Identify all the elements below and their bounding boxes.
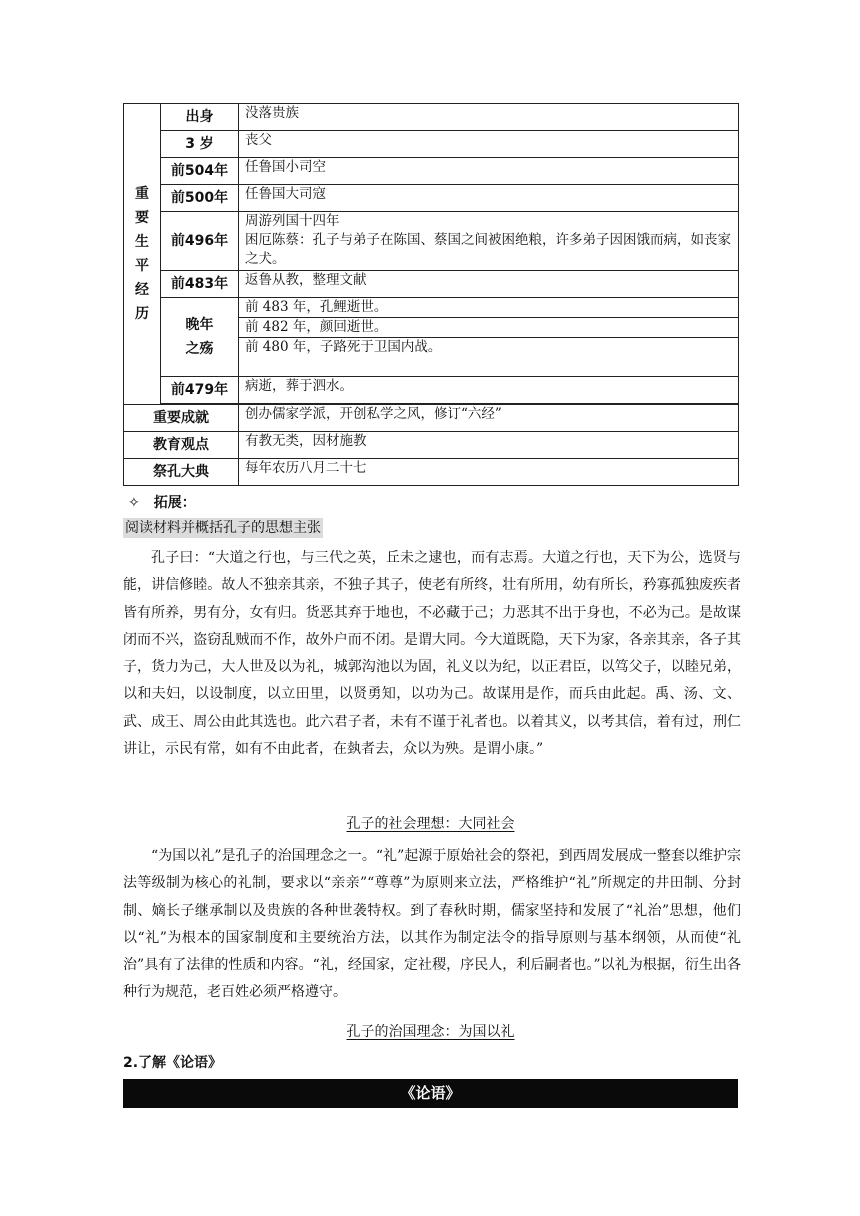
row-label: 前500年 <box>161 185 239 212</box>
summary-label: 教育观点 <box>124 432 239 459</box>
caption-social-ideal: 孔子的社会理想：大同社会 <box>346 816 515 832</box>
summary-text: 每年农历八月二十七 <box>239 459 739 486</box>
diamond-bullet-icon: ✧ <box>128 495 140 511</box>
analects-title-band: 《论语》 <box>123 1079 738 1108</box>
caption-governance: 孔子的治国理念：为国以礼 <box>346 1024 515 1040</box>
row-text: 任鲁国大司寇 <box>239 185 739 212</box>
life-events-table <box>123 103 739 486</box>
row-text: 丧父 <box>239 131 739 158</box>
row-text: 返鲁从教，整理文献 <box>239 271 739 298</box>
row-label: 出身 <box>161 104 239 131</box>
task-instruction: 阅读材料并概括孔子的思想主张 <box>125 520 321 536</box>
passage-datong: 孔子曰：“大道之行也，与三代之英，丘未之逮也，而有志焉。大道之行也，天下为公，选贤与能，讲信修睦。故人不独亲其亲，不独子其子，使老有所终，壮有所用，幼有所长，矜寡孤独废疾者皆有所养，男有分，女有归。货恶其弃于地也，不必藏于己；力恶其不出于身也，不必为己。是故谋闭而不兴，盗窃乱贼而不作，故外户而不闭。是谓大同。今大道既隐，天下为家，各亲其亲，各子其子，货力为己，大人世及以为礼，城郭沟池以为固，礼义以为纪，以正君臣，以笃父子，以睦兄弟，以和夫妇，以设制度，以立田里，以贤勇知，以功为己。故谋用是作，而兵由此起。禹、汤、文、武、成王、周公由此其选也。此六君子者，未有不谨于礼者也。以着其义，以考其信，着有过，刑仁讲让，示民有常，如有不由此者，在埶者去，众以为殃。是谓小康。” <box>123 550 741 758</box>
summary-text: 创办儒家学派，开创私学之风，修订“六经” <box>239 405 739 432</box>
summary-text: 有教无类，因材施教 <box>239 432 739 459</box>
row-label: 前496年 <box>161 212 239 271</box>
row-label: 前483年 <box>161 271 239 298</box>
row-text: 没落贵族 <box>239 104 739 131</box>
table-side-label: 重要生平经历 <box>124 104 161 405</box>
death-text: 病逝，葬于泗水。 <box>239 377 739 404</box>
extension-heading <box>128 492 196 512</box>
row-label: 3 岁 <box>161 131 239 158</box>
row-line: 困厄陈蔡：孔子与弟子在陈国、蔡国之间被困绝粮，许多弟子因困饿而病，如丧家之犬。 <box>245 232 731 267</box>
late-years-item: 前 480 年，子路死于卫国内战。 <box>239 338 739 377</box>
row-label: 前504年 <box>161 158 239 185</box>
passage-li: “为国以礼”是孔子的治国理念之一。“礼”起源于原始社会的祭祀，到西周发展成一整套以维护宗法等级制为核心的礼制，要求以“亲亲”“尊尊”为原则来立法，严格维护“礼”所规定的井田制、分封制、嫡长子继承制以及贵族的各种世袭特权。到了春秋时期，儒家坚持和发展了“礼治”思想，他们以“礼”为根本的国家制度和主要统治方法，以其作为制定法令的指导原则与基本纲领，从而使“礼治”具有了法律的性质和内容。“礼，经国家，定社稷，序民人，利后嗣者也。”以礼为根据，衍生出各种行为规范，老百姓必须严格遵守。 <box>123 848 741 1001</box>
late-years-item: 前 482 年，颜回逝世。 <box>239 318 739 338</box>
extension-label: 拓展： <box>153 495 196 511</box>
late-years-item: 前 483 年，孔鲤逝世。 <box>239 298 739 318</box>
row-text-multiline <box>239 212 739 271</box>
death-label: 前479年 <box>161 377 239 404</box>
section-heading: 2.了解《论语》 <box>123 1055 223 1071</box>
row-text: 任鲁国小司空 <box>239 158 739 185</box>
late-years-label: 晚年之殇 <box>161 298 239 377</box>
summary-label: 重要成就 <box>124 405 239 432</box>
row-line: 周游列国十四年 <box>245 213 340 229</box>
summary-label: 祭孔大典 <box>124 459 239 486</box>
